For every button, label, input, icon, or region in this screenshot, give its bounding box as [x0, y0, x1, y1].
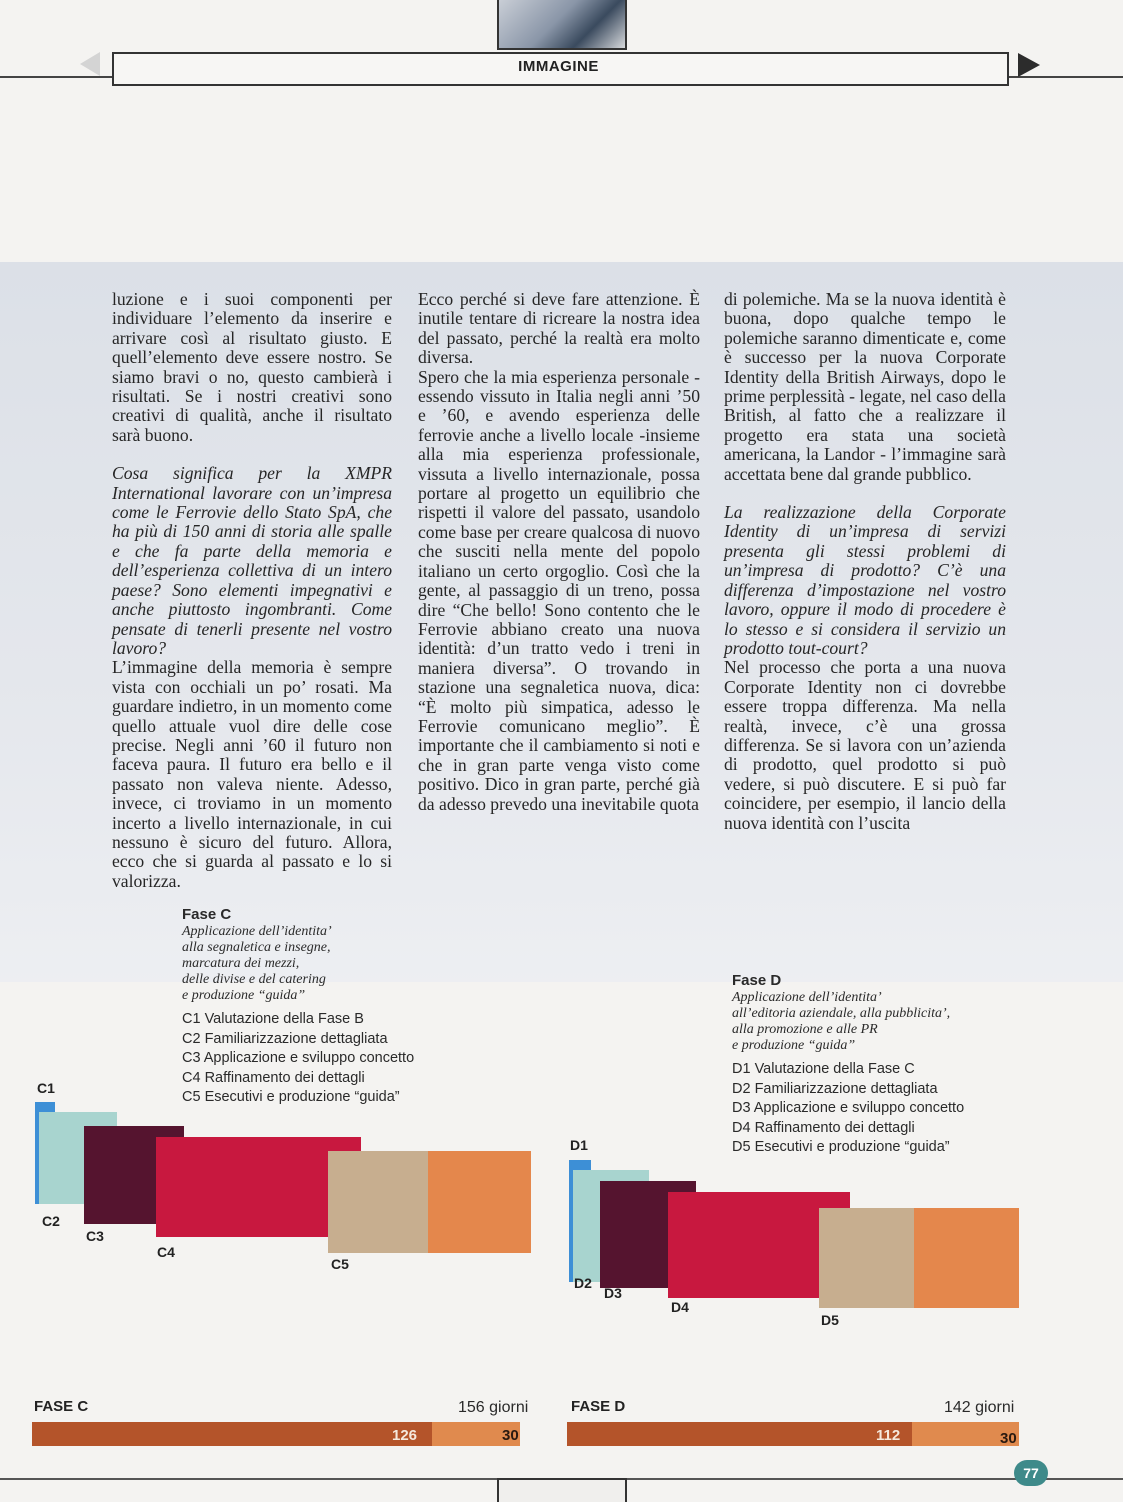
subtitle-line: e produzione “guida” [182, 988, 306, 1003]
label-d1: D1 [570, 1137, 588, 1153]
fase-d-value-main: 112 [876, 1427, 901, 1444]
label-d2: D2 [574, 1275, 592, 1291]
text-column-2 [418, 290, 700, 814]
page-number: 77 [1014, 1460, 1048, 1486]
next-arrow-icon[interactable] [1018, 53, 1040, 77]
label-c3: C3 [86, 1228, 104, 1244]
step-item: C3 Applicazione e sviluppo concetto [182, 1050, 415, 1066]
phase-c-subtitle [182, 924, 502, 1004]
paragraph: di polemiche. Ma se la nuova identità è buona, dopo qualche tempo le polemiche saranno dimenticate e, come è successo per la nuova Corporate Identity della British Airways, dopo le prime perplessità - legate, nel caso della British, al fatto che a realizzare il progetto era stata una società americana, la Landor - l’immagine sarà accettata bene dal grande pubblico. [724, 289, 1006, 484]
step-item: C5 Esecutivi e produzione “guida” [182, 1089, 400, 1105]
phase-c-legend [182, 906, 502, 1108]
step-item: C4 Raffinamento dei dettagli [182, 1069, 365, 1086]
subtitle-line: alla segnaletica e insegne, [182, 940, 331, 955]
block-c5b [428, 1151, 531, 1253]
label-c5: C5 [331, 1256, 349, 1272]
fase-c-value-main: 126 [392, 1427, 418, 1444]
interview-question: La realizzazione della Corporate Identity di un’impresa di servizi presenta gli stessi problemi di un’impresa di prodotto? C’è una differenza d’impostazione nel vostro lavoro, oppure il modo di procedere è lo stesso e si considera il servizio un prodotto tout-court? [724, 502, 1006, 658]
phase-d-legend [732, 972, 1032, 1158]
phase-d-steps [732, 1060, 1032, 1158]
phase-c-steps [182, 1010, 502, 1108]
block-d5a [819, 1208, 914, 1308]
label-c4: C4 [157, 1244, 175, 1260]
paragraph: Spero che la mia esperienza personale - essendo vissuto in Italia negli anni ’50 e ’60, e avendo esperienza delle ferrovie anche a livello locale -insieme alla mia esperienza professionale, vissuta a livello internazionale, possa portare al progetto un equilibrio che rispetti il valore del passato, usandolo come base per creare qualcosa di nuovo che susciti nella mente del popolo italiano un certo orgoglio. Così che la gente, al passaggio di un treno, possa dire “Che bello! Sono contento che le Ferrovie abbiano creato una nuova identità: d’un tratto vedo i treni in maniera diversa”. O trovando in stazione una segnaletica nuova, dica: “È molto più simpatica, adesso le Ferrovie comunicano meglio”. È importante che il cambiamento si noti e che in gran parte venga visto come positivo. Dico in gran parte, perché già da adesso prevedo una inevitabile quota [418, 366, 700, 814]
label-d3: D3 [604, 1285, 622, 1301]
step-item: D1 Valutazione della Fase C [732, 1061, 915, 1077]
label-d5: D5 [821, 1312, 839, 1328]
step-item: D4 Raffinamento dei dettagli [732, 1119, 915, 1136]
subtitle-line: alla promozione e alle PR [732, 1022, 878, 1037]
section-title: IMMAGINE [518, 58, 599, 75]
fase-d-total: 142 giorni [944, 1399, 1015, 1416]
step-item: C2 Familiarizzazione dettagliata [182, 1030, 388, 1047]
phase-d-title: Fase D [732, 972, 782, 989]
footer-tab [497, 1478, 627, 1502]
subtitle-line: all’editoria aziendale, alla pubblicita’, [732, 1006, 951, 1021]
step-item: D2 Familiarizzazione dettagliata [732, 1080, 938, 1097]
step-item: D5 Esecutivi e produzione “guida” [732, 1139, 950, 1155]
label-c1: C1 [37, 1080, 55, 1096]
phase-c-title: Fase C [182, 906, 232, 923]
text-column-1 [112, 290, 392, 891]
step-item: D3 Applicazione e sviluppo concetto [732, 1100, 965, 1116]
paragraph: luzione e i suoi componenti per individuare l’elemento da inserire e arrivare così al risultato giusto. E quell’elemento deve essere nostro. Se siamo bravi o no, questo cambierà i risultati. Se i nostri creativi sono creativi di qualità, anche il risultato sarà buono. [112, 289, 392, 445]
paragraph: Ecco perché si deve fare attenzione. È inutile tentare di ricreare la nostra idea del passato, perché la realtà era molto diversa. [418, 289, 700, 368]
phase-d-subtitle [732, 990, 1032, 1054]
subtitle-line: Applicazione dell’identita’ [732, 990, 882, 1005]
fase-d-segment-main [567, 1422, 912, 1446]
block-d5b [914, 1208, 1019, 1308]
subtitle-line: marcatura dei mezzi, [182, 956, 300, 971]
paragraph: L’immagine della memoria è sempre vista con occhiali un po’ rosati. Ma guardare indietro, in un momento come quello attuale vuol dire delle cose precise. Negli anni ’60 il futuro non faceva paura. Il futuro era bello e il passato non valeva niente. Adesso, invece, ci troviamo in un momento incerto a livello internazionale, in cui nessuno è sicuro del futuro. Allora, ecco che si guarda al passato e lo si valorizza. [112, 657, 392, 891]
fase-c-segment-main [32, 1422, 432, 1446]
paragraph: Nel processo che porta a una nuova Corporate Identity non ci dovrebbe essere troppa differenza. Ma nella realtà, invece, c’è una grossa differenza. Se si lavora con un’azienda di prodotto, quel prodotto si può vedere, si può discutere. E si può far coincidere, per esempio, il lancio della nuova identità con l’uscita [724, 657, 1006, 833]
label-c2: C2 [42, 1213, 60, 1229]
fase-d-value-final: 30 [1000, 1430, 1017, 1447]
interview-question: Cosa significa per la XMPR International lavorare con un’impresa come le Ferrovie dello Stato SpA, che ha più di 150 anni di storia alle spalle e che fa parte della memoria e dell’esperienza collettiva di un intero paese? Sono elementi impegnativi e anche piuttosto ingombranti. Come pensate di tenerli presente nel vostro lavoro? [112, 463, 392, 658]
label-d4: D4 [671, 1299, 689, 1315]
fase-c-total: 156 giorni [458, 1399, 529, 1416]
fase-c-label: FASE C [34, 1398, 89, 1415]
fase-c-value-final: 30 [502, 1427, 519, 1444]
subtitle-line: Applicazione dell’identita’ [182, 924, 332, 939]
prev-arrow-icon[interactable] [80, 52, 100, 76]
text-column-3 [724, 290, 1006, 833]
step-item: C1 Valutazione della Fase B [182, 1011, 364, 1027]
block-c5a [328, 1151, 428, 1253]
subtitle-line: e produzione “guida” [732, 1038, 856, 1053]
header-photo [497, 0, 627, 50]
fase-d-label: FASE D [571, 1398, 626, 1415]
subtitle-line: delle divise e del catering [182, 972, 326, 987]
